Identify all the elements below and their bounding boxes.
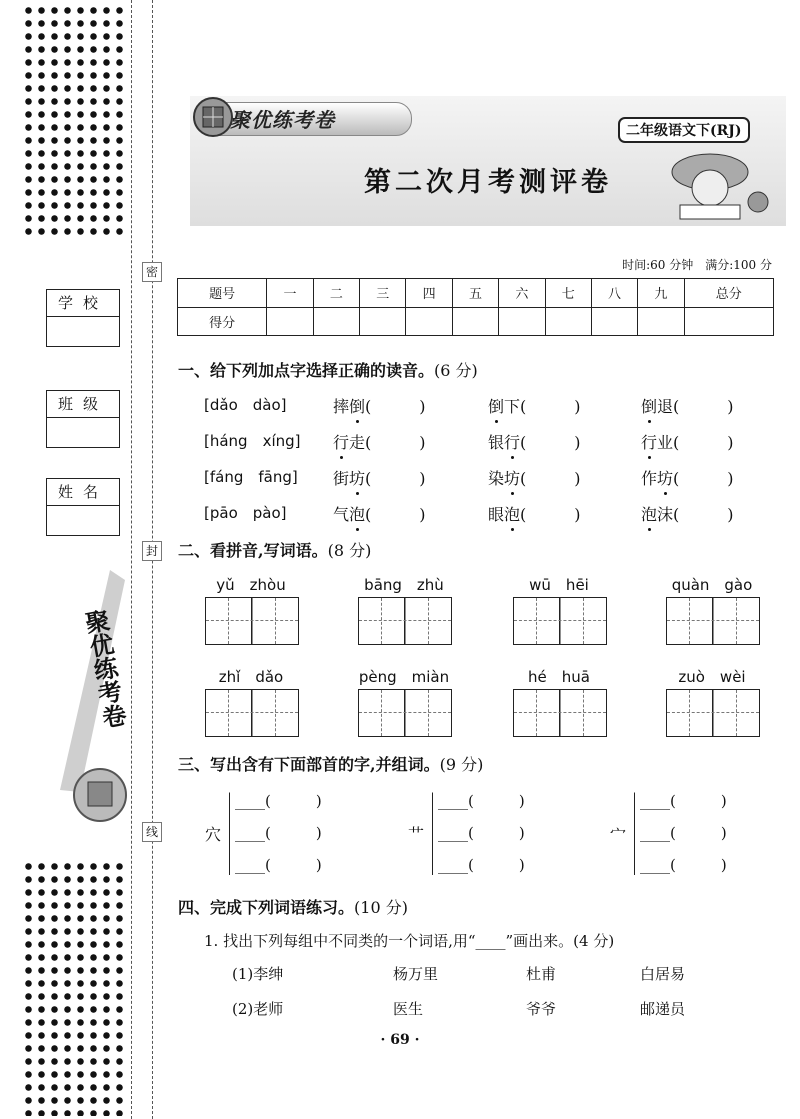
word-suffix-blank: ( )	[365, 469, 426, 488]
score-row-label: 得分	[178, 307, 267, 336]
radical-char: 宀	[610, 825, 627, 844]
brand-title: 聚优练考卷	[230, 108, 335, 132]
radical-answer-blank[interactable]: ____( )	[235, 824, 322, 842]
dotted-char: 倒	[641, 397, 658, 416]
score-header-cell: 七	[545, 279, 591, 308]
pinyin-label: quàn gào	[671, 576, 753, 594]
pronunciation-options: [fáng fāng]	[204, 468, 298, 486]
word-suffix-blank: ( )	[365, 397, 426, 416]
radical-answer-blank[interactable]: ____( )	[235, 792, 322, 810]
word-option[interactable]: (2)老师	[232, 1000, 284, 1018]
radical-answer-blank[interactable]: ____( )	[438, 792, 525, 810]
pronunciation-item[interactable]	[641, 466, 734, 489]
radical-char: 艹	[408, 825, 425, 844]
radical-answer-blank[interactable]: ____( )	[640, 856, 727, 874]
seal-mark-feng: 封	[142, 541, 162, 561]
cube-logo-icon	[192, 96, 234, 138]
dot-pattern-top	[22, 4, 126, 236]
word-suffix-blank: ( )	[673, 469, 734, 488]
score-cell[interactable]	[313, 307, 359, 336]
word-option[interactable]: 爷爷	[526, 1000, 557, 1018]
section4-question1: 1. 找出下列每组中不同类的一个词语,用“____”画出来。(4 分)	[204, 932, 615, 950]
pronunciation-item[interactable]	[488, 502, 581, 525]
seal-mark-mi: 密	[142, 262, 162, 282]
radical-answer-blank[interactable]: ____( )	[640, 824, 727, 842]
pronunciation-options: [háng xíng]	[204, 432, 301, 450]
word-prefix: 作	[641, 469, 658, 488]
vertical-brand-text: 聚优练考卷	[79, 607, 126, 731]
score-header-cell: 一	[267, 279, 313, 308]
score-cell[interactable]	[452, 307, 498, 336]
pronunciation-item[interactable]	[488, 430, 581, 453]
score-table-header-row	[178, 279, 774, 308]
score-cell[interactable]	[406, 307, 452, 336]
time-score-info: 时间:60 分钟 满分:100 分	[622, 258, 772, 272]
writing-grid[interactable]	[205, 689, 299, 737]
score-cell[interactable]	[360, 307, 406, 336]
writing-grid[interactable]	[358, 597, 452, 645]
section2-points: (8 分)	[327, 541, 372, 560]
dotted-char: 倒	[349, 397, 366, 416]
score-cell[interactable]	[591, 307, 637, 336]
class-field[interactable]	[46, 390, 120, 448]
score-cell[interactable]	[638, 307, 684, 336]
score-header-cell: 六	[499, 279, 545, 308]
pronunciation-item[interactable]	[488, 466, 581, 489]
pinyin-label: wū hēi	[529, 576, 589, 594]
name-label: 姓名	[47, 479, 119, 506]
dotted-char: 行	[641, 433, 658, 452]
pinyin-label: yǔ zhòu	[216, 576, 286, 594]
score-cell[interactable]	[499, 307, 545, 336]
section4-heading	[178, 895, 408, 918]
pronunciation-item[interactable]	[488, 394, 581, 417]
score-cell[interactable]	[545, 307, 591, 336]
pronunciation-item[interactable]	[333, 466, 426, 489]
word-suffix-blank: ( )	[365, 505, 426, 524]
word-option[interactable]: 医生	[393, 1000, 424, 1018]
dotted-char: 泡	[504, 505, 521, 524]
radical-answer-blank[interactable]: ____( )	[438, 824, 525, 842]
section4-heading-text: 四、完成下列词语练习。	[178, 898, 355, 917]
word-prefix: 摔	[333, 397, 350, 416]
word-option[interactable]: (1)李绅	[232, 965, 284, 983]
section3-points: (9 分)	[439, 755, 484, 774]
pinyin-label: zhǐ dǎo	[218, 668, 284, 686]
word-prefix: 气	[333, 505, 350, 524]
radical-answer-blank[interactable]: ____( )	[235, 856, 322, 874]
section1-heading-text: 一、给下列加点字选择正确的读音。	[178, 361, 435, 380]
pinyin-label: bāng zhù	[364, 576, 444, 594]
writing-grid[interactable]	[513, 689, 607, 737]
writing-grid[interactable]	[666, 689, 760, 737]
writing-grid[interactable]	[205, 597, 299, 645]
writing-grid[interactable]	[666, 597, 760, 645]
pronunciation-item[interactable]	[333, 394, 426, 417]
radical-char: 穴	[205, 825, 222, 844]
word-suffix-blank: 业( )	[657, 433, 734, 452]
score-table-score-row	[178, 307, 774, 336]
section1-points: (6 分)	[434, 361, 478, 380]
pinyin-label: pèng miàn	[358, 668, 450, 686]
dotted-char: 行	[504, 433, 521, 452]
score-header-cell: 三	[360, 279, 406, 308]
vertical-brand-decoration	[40, 560, 130, 830]
section4-points: (10 分)	[354, 898, 408, 917]
word-prefix: 眼	[488, 505, 505, 524]
pronunciation-item[interactable]	[333, 502, 426, 525]
page-title: 第二次月考测评卷	[364, 167, 612, 198]
score-header-cell: 五	[452, 279, 498, 308]
word-prefix: 银	[488, 433, 505, 452]
section1-heading	[178, 358, 478, 381]
school-label: 学校	[47, 290, 119, 317]
dotted-char: 泡	[641, 505, 658, 524]
radical-answer-blank[interactable]: ____( )	[438, 856, 525, 874]
word-prefix: 街	[333, 469, 350, 488]
pronunciation-item[interactable]	[641, 502, 734, 525]
school-field[interactable]	[46, 289, 120, 347]
grade-badge: 二年级语文下(RJ)	[618, 117, 750, 143]
dot-pattern-bottom	[22, 860, 126, 1116]
class-label: 班级	[47, 391, 119, 418]
word-option[interactable]: 白居易	[640, 965, 686, 983]
word-prefix: 染	[488, 469, 505, 488]
section3-heading	[178, 752, 483, 775]
page-number: · 69 ·	[380, 1032, 420, 1048]
score-header-cell: 四	[406, 279, 452, 308]
word-suffix-blank: ( )	[520, 505, 581, 524]
score-header-cell: 二	[313, 279, 359, 308]
seal-mark-xian: 线	[142, 822, 162, 842]
dotted-char: 坊	[657, 469, 674, 488]
name-field[interactable]	[46, 478, 120, 536]
score-cell[interactable]	[267, 307, 313, 336]
section2-heading-text: 二、看拼音,写词语。	[178, 541, 328, 560]
girl-reading-illustration	[650, 150, 780, 228]
pronunciation-item[interactable]	[641, 430, 734, 453]
writing-grid[interactable]	[358, 689, 452, 737]
pinyin-label: zuò wèi	[678, 668, 746, 686]
word-suffix-blank: 退( )	[657, 397, 734, 416]
score-header-cell: 八	[591, 279, 637, 308]
word-option[interactable]: 邮递员	[640, 1000, 686, 1018]
dotted-char: 泡	[349, 505, 366, 524]
pinyin-label: hé huā	[528, 668, 590, 686]
pronunciation-options: [pāo pào]	[204, 504, 287, 522]
pronunciation-item[interactable]	[333, 430, 426, 453]
writing-grid[interactable]	[513, 597, 607, 645]
section3-heading-text: 三、写出含有下面部首的字,并组词。	[178, 755, 440, 774]
dotted-char: 行	[333, 433, 350, 452]
dotted-char: 坊	[349, 469, 366, 488]
word-suffix-blank: 走( )	[349, 433, 426, 452]
word-suffix-blank: 下( )	[504, 397, 581, 416]
word-suffix-blank: ( )	[520, 469, 581, 488]
score-table	[177, 278, 774, 336]
dotted-char: 坊	[504, 469, 521, 488]
score-header-cell: 题号	[178, 279, 267, 308]
radical-answer-blank[interactable]: ____( )	[640, 792, 727, 810]
word-suffix-blank: ( )	[520, 433, 581, 452]
score-header-cell: 总分	[684, 279, 773, 308]
dotted-char: 倒	[488, 397, 505, 416]
word-option[interactable]: 杜甫	[526, 965, 557, 983]
word-suffix-blank: 沫( )	[657, 505, 734, 524]
word-option[interactable]: 杨万里	[393, 965, 439, 983]
pronunciation-options: [dǎo dào]	[204, 396, 287, 414]
pronunciation-item[interactable]	[641, 394, 734, 417]
section2-heading	[178, 538, 371, 561]
binding-line-left	[131, 0, 132, 1119]
score-cell[interactable]	[684, 307, 773, 336]
score-header-cell: 九	[638, 279, 684, 308]
